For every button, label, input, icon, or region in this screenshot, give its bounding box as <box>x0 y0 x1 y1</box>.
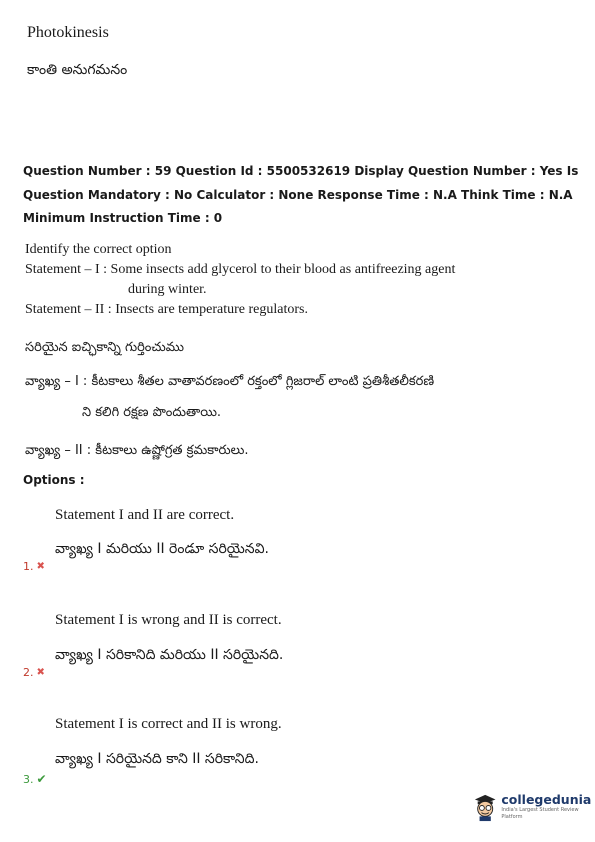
option-2-te: వ్యాఖ్య I సరికానిది మరియు II సరియైనది. <box>55 647 284 663</box>
option-1-marker <box>23 560 45 573</box>
options-label: Options : <box>23 473 85 487</box>
question-prompt-en: Identify the correct option <box>25 242 172 257</box>
logo-name: collegedunia <box>501 792 592 807</box>
collegedunia-logo <box>473 792 595 822</box>
question-statement1-en: Statement – I : Some insects add glycerol to their blood as antifreezing agent <box>25 262 456 277</box>
logo-tagline: India's Largest Student Review Platform <box>501 807 579 820</box>
option-1-en: Statement I and II are correct. <box>55 507 235 523</box>
option-3-en: Statement I is correct and II is wrong. <box>55 716 282 732</box>
previous-answer-topic: Photokinesis <box>27 24 109 41</box>
option-1-te: వ్యాఖ్య I మరియు II రెండూ సరియైనవి. <box>55 541 269 557</box>
question-statement1-en-continued: during winter. <box>128 282 207 297</box>
cross-icon: ✖ <box>36 561 45 572</box>
question-metadata: Question Number : 59 Question Id : 5500532619 Display Question Number : Yes Is Question Mandatory : No Calculator : None Response Time : N.A Think Time : N.A Minimum Instruction Time : 0 <box>23 164 579 225</box>
student-mascot-icon <box>473 792 497 822</box>
option-2-marker <box>23 666 45 679</box>
previous-answer-telugu: కాంతి అనుగమనం <box>27 62 128 78</box>
option-3-te: వ్యాఖ్య I సరియైనది కాని II సరికానిది. <box>55 751 259 767</box>
check-icon: ✔ <box>36 772 47 786</box>
option-2-number: 2. <box>23 666 34 679</box>
question-statement1-te-continued: ని కలిగి రక్షణ పొందుతాయి. <box>82 405 222 420</box>
question-statement2-te: వ్యాఖ్య – II : కీటకాలు ఉష్ణోగ్రత క్రమకారులు. <box>25 443 249 458</box>
cross-icon: ✖ <box>36 667 45 678</box>
question-statement2-en: Statement – II : Insects are temperature regulators. <box>25 302 308 317</box>
option-1-number: 1. <box>23 560 34 573</box>
option-3-number: 3. <box>23 772 34 786</box>
question-prompt-te: సరియైన ఐచ్ఛికాన్ని గుర్తించుము <box>25 340 184 355</box>
option-3-marker <box>23 772 47 786</box>
option-2-en: Statement I is wrong and II is correct. <box>55 612 282 628</box>
question-statement1-te: వ్యాఖ్య – I : కీటకాలు శీతల వాతావరణంలో రక్తంలో గ్లిజరాల్ లాంటి ప్రతిశీతలీకరణి <box>25 374 435 389</box>
